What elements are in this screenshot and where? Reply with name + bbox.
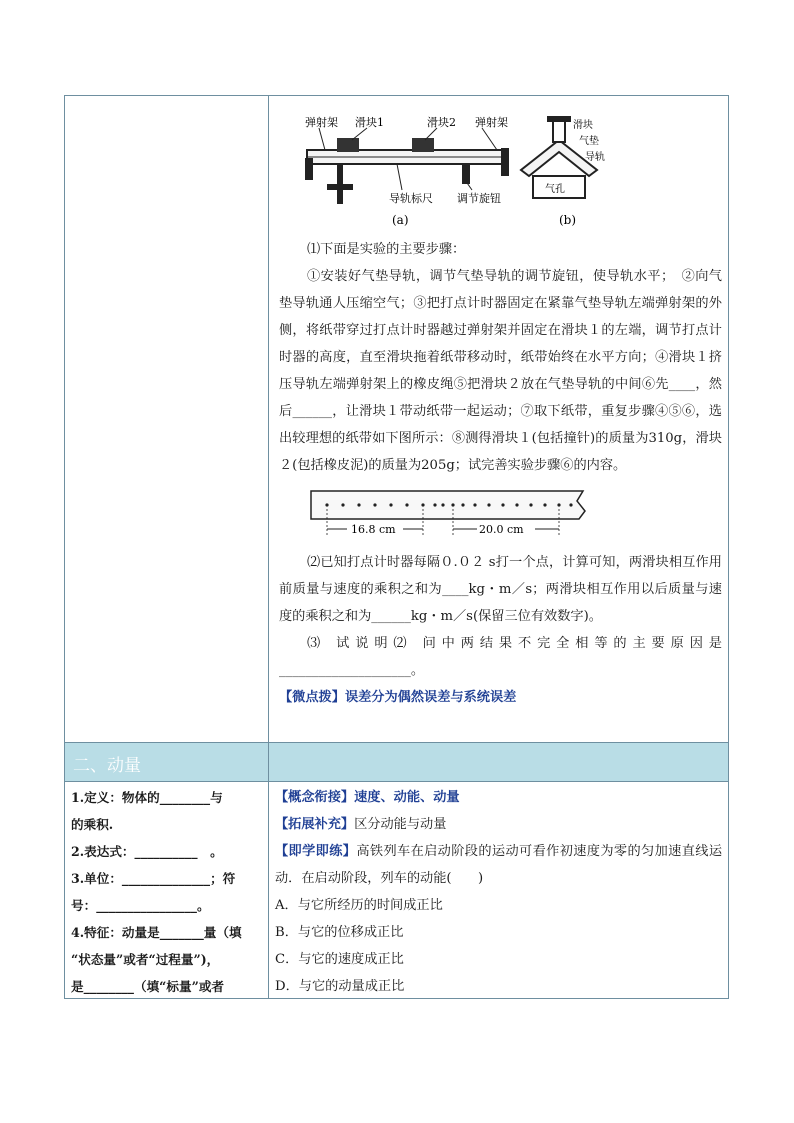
label-air-hole: 气孔 <box>545 184 565 195</box>
unit-line: 3.单位：______________；符 <box>71 871 236 886</box>
caption-b: (b) <box>559 213 577 227</box>
label-air-cushion: 气垫 <box>579 136 599 147</box>
feature-line-3: 是________（填“标量”或者 <box>71 979 225 994</box>
option-b: B．与它的位移成正比 <box>275 925 404 940</box>
paper-tape-figure <box>307 485 589 543</box>
definition-line-1: 1.定义：物体的________与 <box>71 790 223 805</box>
option-a: A．与它所经历的时间成正比 <box>275 898 443 913</box>
concept-tag: 【概念衔接】 <box>275 790 355 805</box>
symbol-line: 号：________________。 <box>71 898 210 913</box>
feature-line-2: “状态量”或者“过程量”)， <box>71 952 220 967</box>
option-d: D．与它的动量成正比 <box>275 979 405 994</box>
momentum-left-cell <box>65 782 269 998</box>
air-track-figure <box>297 98 627 236</box>
momentum-row <box>65 781 728 998</box>
label-slider-1: 滑块1 <box>355 116 384 129</box>
experiment-right-cell <box>269 96 728 742</box>
practice-text: 高铁列车在启动阶段的运动可看作初速度为零的匀加速直线运动．在启动阶段，列车的动能( ) <box>275 844 723 886</box>
section-header-right <box>269 743 728 781</box>
option-c: C．与它的速度成正比 <box>275 952 404 967</box>
question-2: ⑵已知打点计时器每隔０.０２ s打一个点，计算可知，两滑块相互作用前质量与速度的乘积之和为____kg・m／s；两滑块相互作用以后质量与速度的乘积之和为______kg・m／s(保留三位有效数字)。 <box>279 555 722 624</box>
question-3: ⑶ 试说明⑵ 问中两结果不完全相等的主要原因是____________________。 <box>279 636 722 678</box>
experiment-left-cell <box>65 96 269 742</box>
section-header-row <box>65 742 728 781</box>
experiment-row <box>65 96 728 742</box>
tape-label-2: 20.0 cm <box>479 523 524 536</box>
steps-intro: ⑴下面是实验的主要步骤： <box>307 242 466 257</box>
tape-label-1: 16.8 cm <box>351 523 396 536</box>
tip-line <box>279 684 722 711</box>
extend-line <box>275 811 722 838</box>
practice-line <box>275 838 722 892</box>
section-title: 二、动量 <box>65 743 269 781</box>
feature-line-1: 4.特征：动量是_______量（填 <box>71 925 242 940</box>
label-guide-rail: 导轨 <box>585 152 605 163</box>
label-track-ruler: 导轨标尺 <box>389 192 433 205</box>
caption-a: (a) <box>392 213 409 227</box>
definition-line-2: 的乘积. <box>71 817 114 832</box>
extend-tag: 【拓展补充】 <box>275 817 355 832</box>
label-adjust-knob: 调节旋钮 <box>457 192 501 205</box>
extend-text: 区分动能与动量 <box>354 817 447 832</box>
label-slider-b: 滑块 <box>573 120 593 131</box>
label-launcher-right: 弹射架 <box>475 116 508 129</box>
concept-line <box>275 784 722 811</box>
tip-text: 误差分为偶然误差与系统误差 <box>344 690 517 705</box>
concept-text: 速度、动能、动量 <box>354 790 460 805</box>
practice-tag: 【即学即练】 <box>275 844 357 859</box>
tip-tag: 【微点拨】 <box>279 690 345 705</box>
label-launcher-left: 弹射架 <box>305 116 338 129</box>
content-table <box>64 95 729 999</box>
momentum-right-cell <box>269 782 728 998</box>
steps-text: ①安装好气垫导轨，调节气垫导轨的调节旋钮，使导轨水平； ②向气垫导轨通人压缩空气；③把打点计时器固定在紧靠气垫导轨左端弹射架的外侧，将纸带穿过打点计时器越过弹射架并固定在滑块１的左端，调节打点计时器的高度，直至滑块拖着纸带移动时，纸带始终在水平方向；④滑块１挤压导轨左端弹射架上的橡皮绳⑤把滑块２放在气垫导轨的中间⑥先____，然后______，让滑块１带动纸带一起运动；⑦取下纸带，重复步骤④⑤⑥，选出较理想的纸带如下图所示：⑧测得滑块１(包括撞针)的质量为310g，滑块２(包括橡皮泥)的质量为205g；试完善实验步骤⑥的内容。 <box>279 269 722 473</box>
label-slider-2: 滑块2 <box>427 116 456 129</box>
expression-line: 2.表达式：__________ 。 <box>71 844 223 859</box>
